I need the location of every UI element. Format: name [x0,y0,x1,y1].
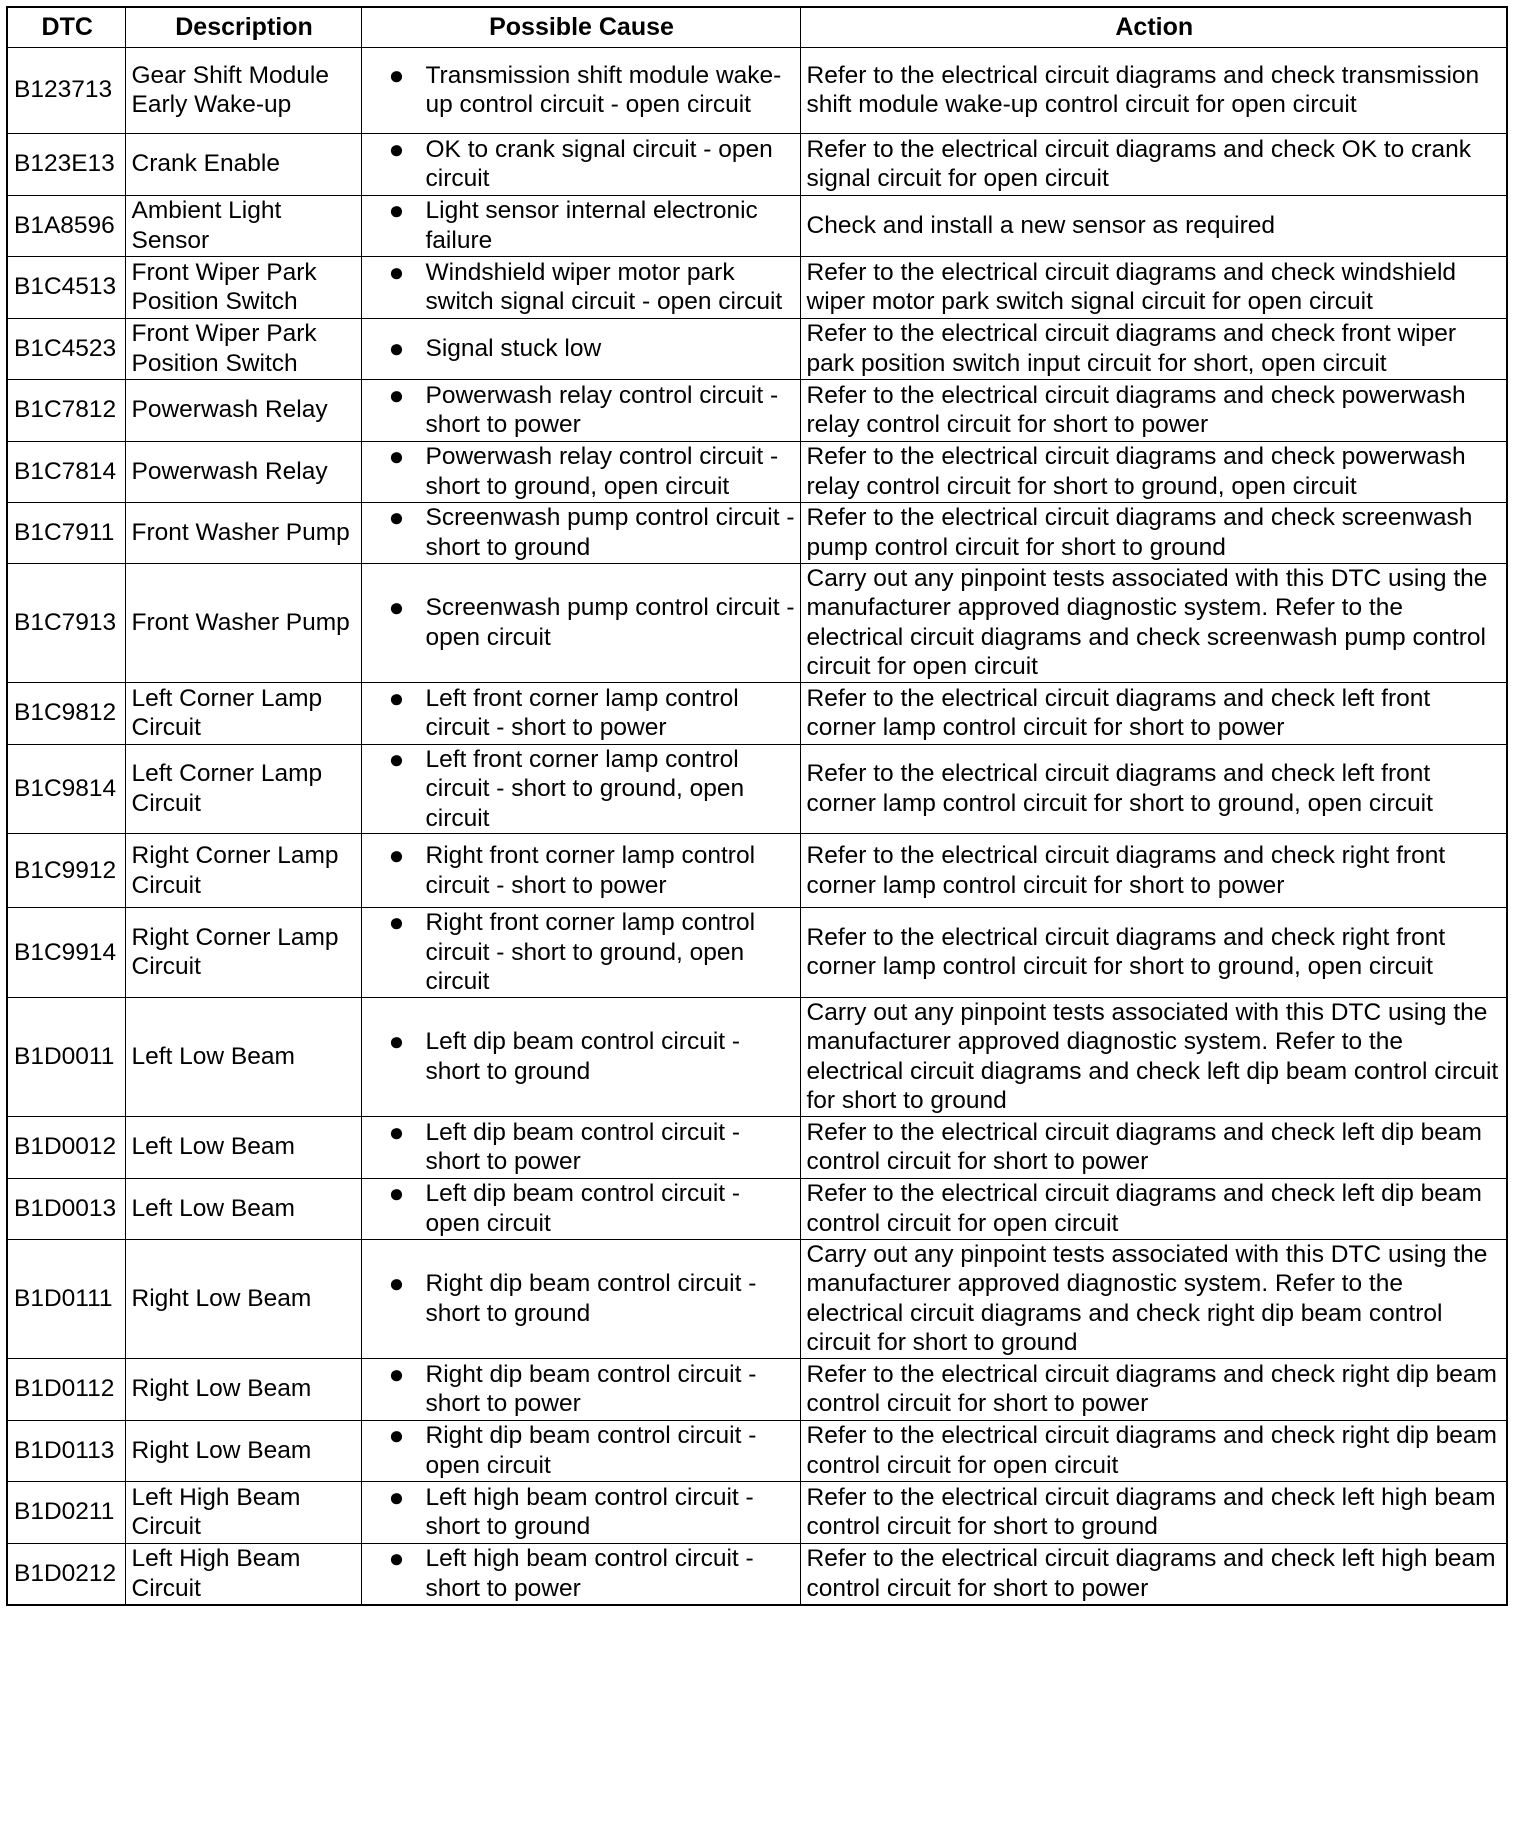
cell-dtc-code: B1C4513 [7,256,125,318]
cell-possible-cause [361,133,800,195]
cell-description: Powerwash Relay [125,379,361,441]
table-row [7,133,1507,195]
bullet-item [368,381,796,440]
table-row [7,47,1507,133]
bullet-icon: ● [388,441,405,471]
cell-dtc-code: B123E13 [7,133,125,195]
cell-description: Front Wiper Park Position Switch [125,318,361,379]
cause-text: Left dip beam control circuit - open circuit [425,1180,741,1237]
cell-action: Refer to the electrical circuit diagrams and check right dip beam control circuit for open circuit [800,1420,1507,1481]
cell-dtc-code: B1C9914 [7,908,125,998]
cause-text: Screenwash pump control circuit - open circuit [425,594,795,651]
cell-possible-cause [361,908,800,998]
cell-description: Left High Beam Circuit [125,1543,361,1605]
cell-dtc-code: B1D0111 [7,1239,125,1358]
table-row [7,1239,1507,1358]
table-row [7,1178,1507,1239]
table-row [7,502,1507,563]
bullet-icon: ● [388,379,405,410]
cell-dtc-code: B1C7911 [7,502,125,563]
bullet-item [368,684,796,743]
cell-possible-cause [361,1481,800,1543]
table-row [7,195,1507,256]
cell-description: Gear Shift Module Early Wake-up [125,47,361,133]
table-row [7,1481,1507,1543]
bullet-icon: ● [388,256,405,287]
cause-text: Powerwash relay control circuit - short to power [425,381,779,438]
cell-possible-cause [361,1116,800,1178]
cause-text: Left dip beam control circuit - short to power [425,1118,741,1175]
cell-dtc-code: B1D0011 [7,997,125,1116]
cell-dtc-code: B1C4523 [7,318,125,379]
cell-dtc-code: B1C7812 [7,379,125,441]
bullet-item [368,258,796,317]
cell-action: Refer to the electrical circuit diagrams and check right dip beam control circuit for short to power [800,1358,1507,1420]
cell-action: Refer to the electrical circuit diagrams and check front wiper park position switch input circuit for short, open circuit [800,318,1507,379]
bullet-icon: ● [388,682,405,713]
cause-text: Powerwash relay control circuit - short to ground, open circuit [425,443,779,500]
cell-dtc-code: B1D0113 [7,1420,125,1481]
cell-action: Carry out any pinpoint tests associated with this DTC using the manufacturer approved diagnostic system. Refer to the electrical circuit diagrams and check screenwash pump control circuit for open circuit [800,563,1507,682]
cell-description: Left High Beam Circuit [125,1481,361,1543]
cell-description: Right Low Beam [125,1239,361,1358]
cell-dtc-code: B1A8596 [7,195,125,256]
cell-description: Right Corner Lamp Circuit [125,908,361,998]
bullet-item [368,135,796,194]
bullet-icon: ● [388,1178,405,1208]
table-row [7,682,1507,744]
cell-possible-cause [361,256,800,318]
cause-text: Right dip beam control circuit - short to power [425,1360,757,1417]
bullet-icon: ● [388,1116,405,1147]
cell-action: Refer to the electrical circuit diagrams and check left front corner lamp control circuit for short to ground, open circuit [800,744,1507,834]
cause-text: Left front corner lamp control circuit - short to power [425,684,739,741]
bullet-icon: ● [388,502,405,532]
cause-text: Right front corner lamp control circuit - short to ground, open circuit [425,909,756,995]
cell-action: Refer to the electrical circuit diagrams and check right front corner lamp control circuit for short to ground, open circuit [800,908,1507,998]
cell-dtc-code: B123713 [7,47,125,133]
cell-action: Refer to the electrical circuit diagrams and check left dip beam control circuit for short to power [800,1116,1507,1178]
bullet-icon: ● [388,1268,405,1298]
cell-possible-cause [361,47,800,133]
cause-text: Left front corner lamp control circuit - short to ground, open circuit [425,745,745,832]
cell-possible-cause [361,318,800,379]
bullet-icon: ● [388,1026,405,1056]
cell-possible-cause [361,997,800,1116]
bullet-item [368,1118,796,1177]
cell-action: Refer to the electrical circuit diagrams and check powerwash relay control circuit for short to ground, open circuit [800,441,1507,502]
bullet-item [368,1360,796,1419]
cell-description: Front Washer Pump [125,502,361,563]
cell-action: Refer to the electrical circuit diagrams and check transmission shift module wake-up control circuit for open circuit [800,47,1507,133]
table-header [7,7,1507,47]
cell-dtc-code: B1C9814 [7,744,125,834]
dtc-table [6,6,1508,1606]
table-row [7,744,1507,834]
table-row [7,379,1507,441]
cell-possible-cause [361,682,800,744]
cell-action: Check and install a new sensor as required [800,195,1507,256]
bullet-icon: ● [388,840,405,870]
cell-possible-cause [361,1178,800,1239]
cell-possible-cause [361,1543,800,1605]
header-dtc: DTC [7,7,125,47]
cause-text: Right dip beam control circuit - short to ground [425,1270,757,1327]
cell-action: Refer to the electrical circuit diagrams and check right front corner lamp control circuit for short to power [800,834,1507,908]
bullet-item [368,908,796,997]
cell-description: Front Wiper Park Position Switch [125,256,361,318]
header-description: Description [125,7,361,47]
cause-text: Transmission shift module wake-up control circuit - open circuit [425,61,782,118]
cause-text: Right front corner lamp control circuit - short to power [425,842,756,899]
cell-description: Left Low Beam [125,997,361,1116]
bullet-item [368,503,796,562]
table-row [7,441,1507,502]
cell-description: Powerwash Relay [125,441,361,502]
bullet-icon: ● [388,332,405,363]
cell-possible-cause [361,563,800,682]
header-action: Action [800,7,1507,47]
header-row [7,7,1507,47]
cell-dtc-code: B1C7913 [7,563,125,682]
bullet-icon: ● [388,1358,405,1389]
cell-description: Right Corner Lamp Circuit [125,834,361,908]
cause-text: Left dip beam control circuit - short to ground [425,1028,741,1085]
cell-action: Refer to the electrical circuit diagrams and check left high beam control circuit for short to power [800,1543,1507,1605]
bullet-icon: ● [388,1481,405,1512]
cell-possible-cause [361,744,800,834]
table-row [7,1420,1507,1481]
cause-text: Windshield wiper motor park switch signal circuit - open circuit [425,258,783,315]
bullet-item [368,1421,796,1480]
bullet-icon: ● [388,1543,405,1574]
table-row [7,256,1507,318]
cell-possible-cause [361,441,800,502]
table-row [7,908,1507,998]
table-row [7,1358,1507,1420]
bullet-item [368,196,796,255]
bullet-item [368,61,796,120]
cause-text: Screenwash pump control circuit - short to ground [425,504,795,561]
bullet-item [368,1269,796,1328]
bullet-icon: ● [388,195,405,225]
bullet-icon: ● [388,1420,405,1450]
table-row [7,997,1507,1116]
cause-text: OK to crank signal circuit - open circuit [425,135,773,192]
cell-action: Carry out any pinpoint tests associated with this DTC using the manufacturer approved diagnostic system. Refer to the electrical circuit diagrams and check left dip beam control circuit for short to ground [800,997,1507,1116]
cell-description: Front Washer Pump [125,563,361,682]
cell-possible-cause [361,1358,800,1420]
table-row [7,834,1507,908]
cell-dtc-code: B1D0212 [7,1543,125,1605]
cell-action: Refer to the electrical circuit diagrams and check left dip beam control circuit for open circuit [800,1178,1507,1239]
cell-dtc-code: B1C9812 [7,682,125,744]
bullet-item [368,1544,796,1603]
cell-dtc-code: B1C9912 [7,834,125,908]
cell-dtc-code: B1D0013 [7,1178,125,1239]
cell-possible-cause [361,1420,800,1481]
cell-description: Left Corner Lamp Circuit [125,744,361,834]
table-row [7,563,1507,682]
cell-description: Right Low Beam [125,1420,361,1481]
cell-dtc-code: B1C7814 [7,441,125,502]
cell-description: Crank Enable [125,133,361,195]
bullet-icon: ● [388,907,405,937]
bullet-icon: ● [388,59,405,90]
cell-action: Refer to the electrical circuit diagrams and check left high beam control circuit for short to ground [800,1481,1507,1543]
cell-possible-cause [361,1239,800,1358]
bullet-icon: ● [388,592,405,622]
cell-description: Left Low Beam [125,1178,361,1239]
table-row [7,318,1507,379]
bullet-item [368,593,796,652]
cell-action: Refer to the electrical circuit diagrams and check powerwash relay control circuit for short to power [800,379,1507,441]
cell-action: Refer to the electrical circuit diagrams and check windshield wiper motor park switch signal circuit for open circuit [800,256,1507,318]
bullet-item [368,745,796,834]
bullet-item [368,442,796,501]
cause-text: Right dip beam control circuit - open circuit [425,1422,757,1479]
cause-text: Left high beam control circuit - short to ground [425,1483,754,1540]
cell-action: Refer to the electrical circuit diagrams and check screenwash pump control circuit for short to ground [800,502,1507,563]
bullet-item [368,1027,796,1086]
bullet-item [368,1483,796,1542]
table-row [7,1116,1507,1178]
bullet-item [368,1179,796,1238]
cell-action: Refer to the electrical circuit diagrams and check OK to crank signal circuit for open circuit [800,133,1507,195]
cell-description: Left Low Beam [125,1116,361,1178]
cell-description: Ambient Light Sensor [125,195,361,256]
header-possible-cause: Possible Cause [361,7,800,47]
cell-dtc-code: B1D0112 [7,1358,125,1420]
bullet-item [368,334,796,364]
bullet-icon: ● [388,133,405,164]
cell-dtc-code: B1D0211 [7,1481,125,1543]
cell-possible-cause [361,379,800,441]
cell-possible-cause [361,834,800,908]
cell-possible-cause [361,195,800,256]
bullet-item [368,841,796,900]
table-row [7,1543,1507,1605]
bullet-icon: ● [388,744,405,774]
cell-possible-cause [361,502,800,563]
cause-text: Light sensor internal electronic failure [425,197,758,254]
cell-action: Carry out any pinpoint tests associated with this DTC using the manufacturer approved diagnostic system. Refer to the electrical circuit diagrams and check right dip beam control circuit for short to ground [800,1239,1507,1358]
cell-action: Refer to the electrical circuit diagrams and check left front corner lamp control circuit for short to power [800,682,1507,744]
cell-dtc-code: B1D0012 [7,1116,125,1178]
cause-text: Left high beam control circuit - short to power [425,1545,754,1602]
cause-text: Signal stuck low [425,334,602,362]
cell-description: Right Low Beam [125,1358,361,1420]
cell-description: Left Corner Lamp Circuit [125,682,361,744]
table-body [7,47,1507,1605]
